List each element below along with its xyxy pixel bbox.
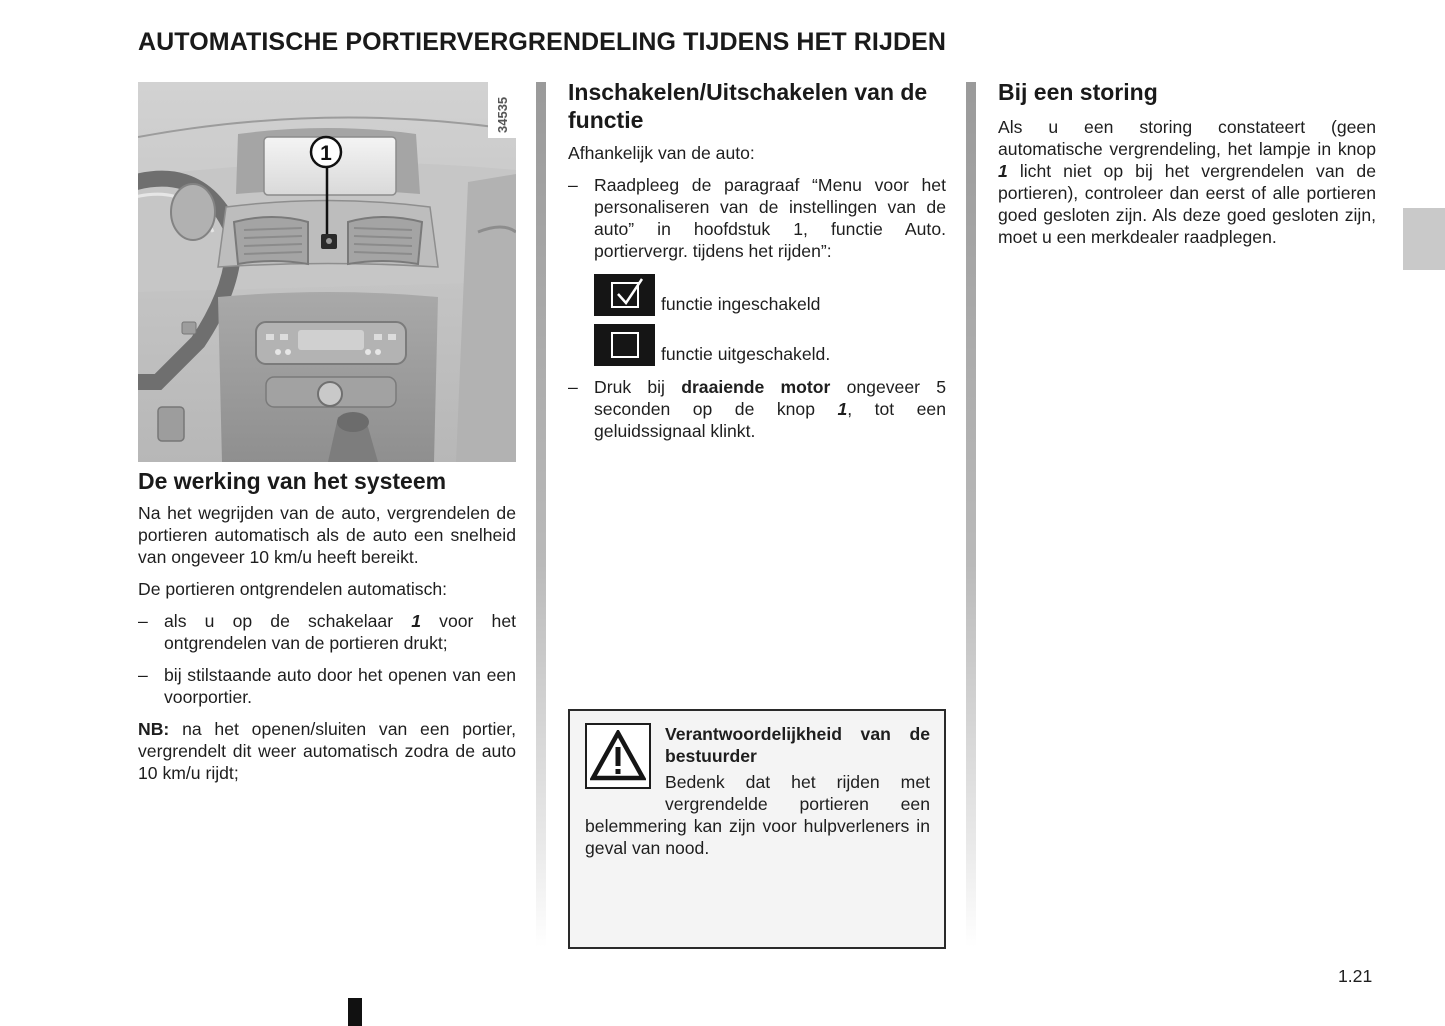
list-item bbox=[568, 376, 946, 442]
figure-code: 34535 bbox=[495, 96, 510, 133]
warning-title: Verantwoordelijkheid van de bestuurder bbox=[665, 724, 930, 766]
list-text: voor het ontgrendelen van de portieren drukt; bbox=[164, 611, 517, 653]
chapter-tab bbox=[1403, 208, 1445, 270]
checkbox-on-label: functie ingeschakeld bbox=[661, 294, 821, 314]
list-item bbox=[138, 610, 516, 654]
column-1 bbox=[138, 467, 516, 794]
werking-paragraph: Na het wegrijden van de auto, vergrendelen de portieren automatisch als de auto een snelheid van ongeveer 10 km/u heeft bereikt. bbox=[138, 503, 516, 567]
column-separator bbox=[536, 82, 546, 947]
dash-bullet: – bbox=[138, 665, 148, 685]
heading-storing: Bij een storing bbox=[998, 79, 1158, 105]
list-text: ongeveer 5 seconden op de knop bbox=[594, 377, 946, 419]
dash-bullet: – bbox=[568, 377, 578, 397]
heading-inschakelen: Inschakelen/Uitschakelen van de functie bbox=[568, 79, 928, 133]
checkbox-off-label: functie uitgeschakeld. bbox=[661, 344, 831, 364]
checkbox-on-row bbox=[594, 274, 946, 316]
list-text: Druk bij bbox=[594, 377, 682, 397]
list-text: , tot een geluidssignaal klinkt. bbox=[594, 399, 946, 441]
heading-werking: De werking van het systeem bbox=[138, 468, 447, 494]
column-separator bbox=[966, 82, 976, 947]
emphasis-text: draaiende motor bbox=[681, 377, 831, 397]
list-text: Raadpleeg de paragraaf “Menu voor het personaliseren van de instellingen van de auto” in hoofdstuk 1, functie Auto. portiervergr. tijdens het rijden”: bbox=[594, 175, 946, 261]
nb-label: NB: bbox=[138, 719, 170, 739]
nb-note bbox=[138, 718, 516, 784]
list-text: als u op de schakelaar bbox=[164, 611, 412, 631]
page-number: 1.21 bbox=[1338, 966, 1373, 986]
checkbox-off-row bbox=[594, 324, 946, 366]
dash-bullet: – bbox=[568, 175, 578, 195]
button-reference: 1 bbox=[411, 611, 422, 631]
warning-icon bbox=[590, 730, 646, 782]
checkbox-unchecked-icon bbox=[594, 324, 655, 366]
button-reference: 1 bbox=[837, 399, 848, 419]
warning-triangle-icon bbox=[585, 723, 651, 789]
checkmark-icon bbox=[615, 277, 645, 307]
column-2 bbox=[568, 78, 946, 452]
storing-text: Als u een storing constateert (geen automatische vergrendeling, het lampje in knop bbox=[998, 117, 1376, 159]
dashboard-drawing bbox=[138, 82, 516, 462]
list-item bbox=[138, 664, 516, 708]
warning-text: Bedenk dat het rijden met vergrendelde portieren een belemmering kan zijn voor hulpverleners in geval van nood. bbox=[585, 772, 930, 858]
checkbox-checked-icon bbox=[594, 274, 655, 316]
button-reference: 1 bbox=[998, 161, 1008, 181]
figure-callout-1: 1 bbox=[320, 142, 332, 165]
nb-text: na het openen/sluiten van een portier, vergrendelt dit weer automatisch zodra de auto 10 km/u rijdt; bbox=[138, 719, 516, 783]
dashboard-illustration bbox=[138, 82, 516, 462]
print-mark bbox=[348, 998, 362, 1026]
storing-paragraph bbox=[998, 116, 1376, 248]
warning-box bbox=[568, 709, 946, 949]
afhankelijk-text: Afhankelijk van de auto: bbox=[568, 143, 755, 163]
column-3 bbox=[998, 78, 1376, 258]
storing-text: licht niet op bij het vergrendelen van de portieren), controleer dan eerst of alle portieren goed gesloten zijn. Als deze goed gesloten zijn, moet u een merkdealer raadplegen. bbox=[998, 161, 1376, 247]
ontgrendelen-intro: De portieren ontgrendelen automatisch: bbox=[138, 579, 448, 599]
list-item bbox=[568, 174, 946, 262]
page-title: AUTOMATISCHE PORTIERVERGRENDELING TIJDENS HET RIJDEN bbox=[138, 28, 947, 56]
list-text: bij stilstaande auto door het openen van een voorportier. bbox=[164, 665, 516, 707]
dash-bullet: – bbox=[138, 611, 148, 631]
